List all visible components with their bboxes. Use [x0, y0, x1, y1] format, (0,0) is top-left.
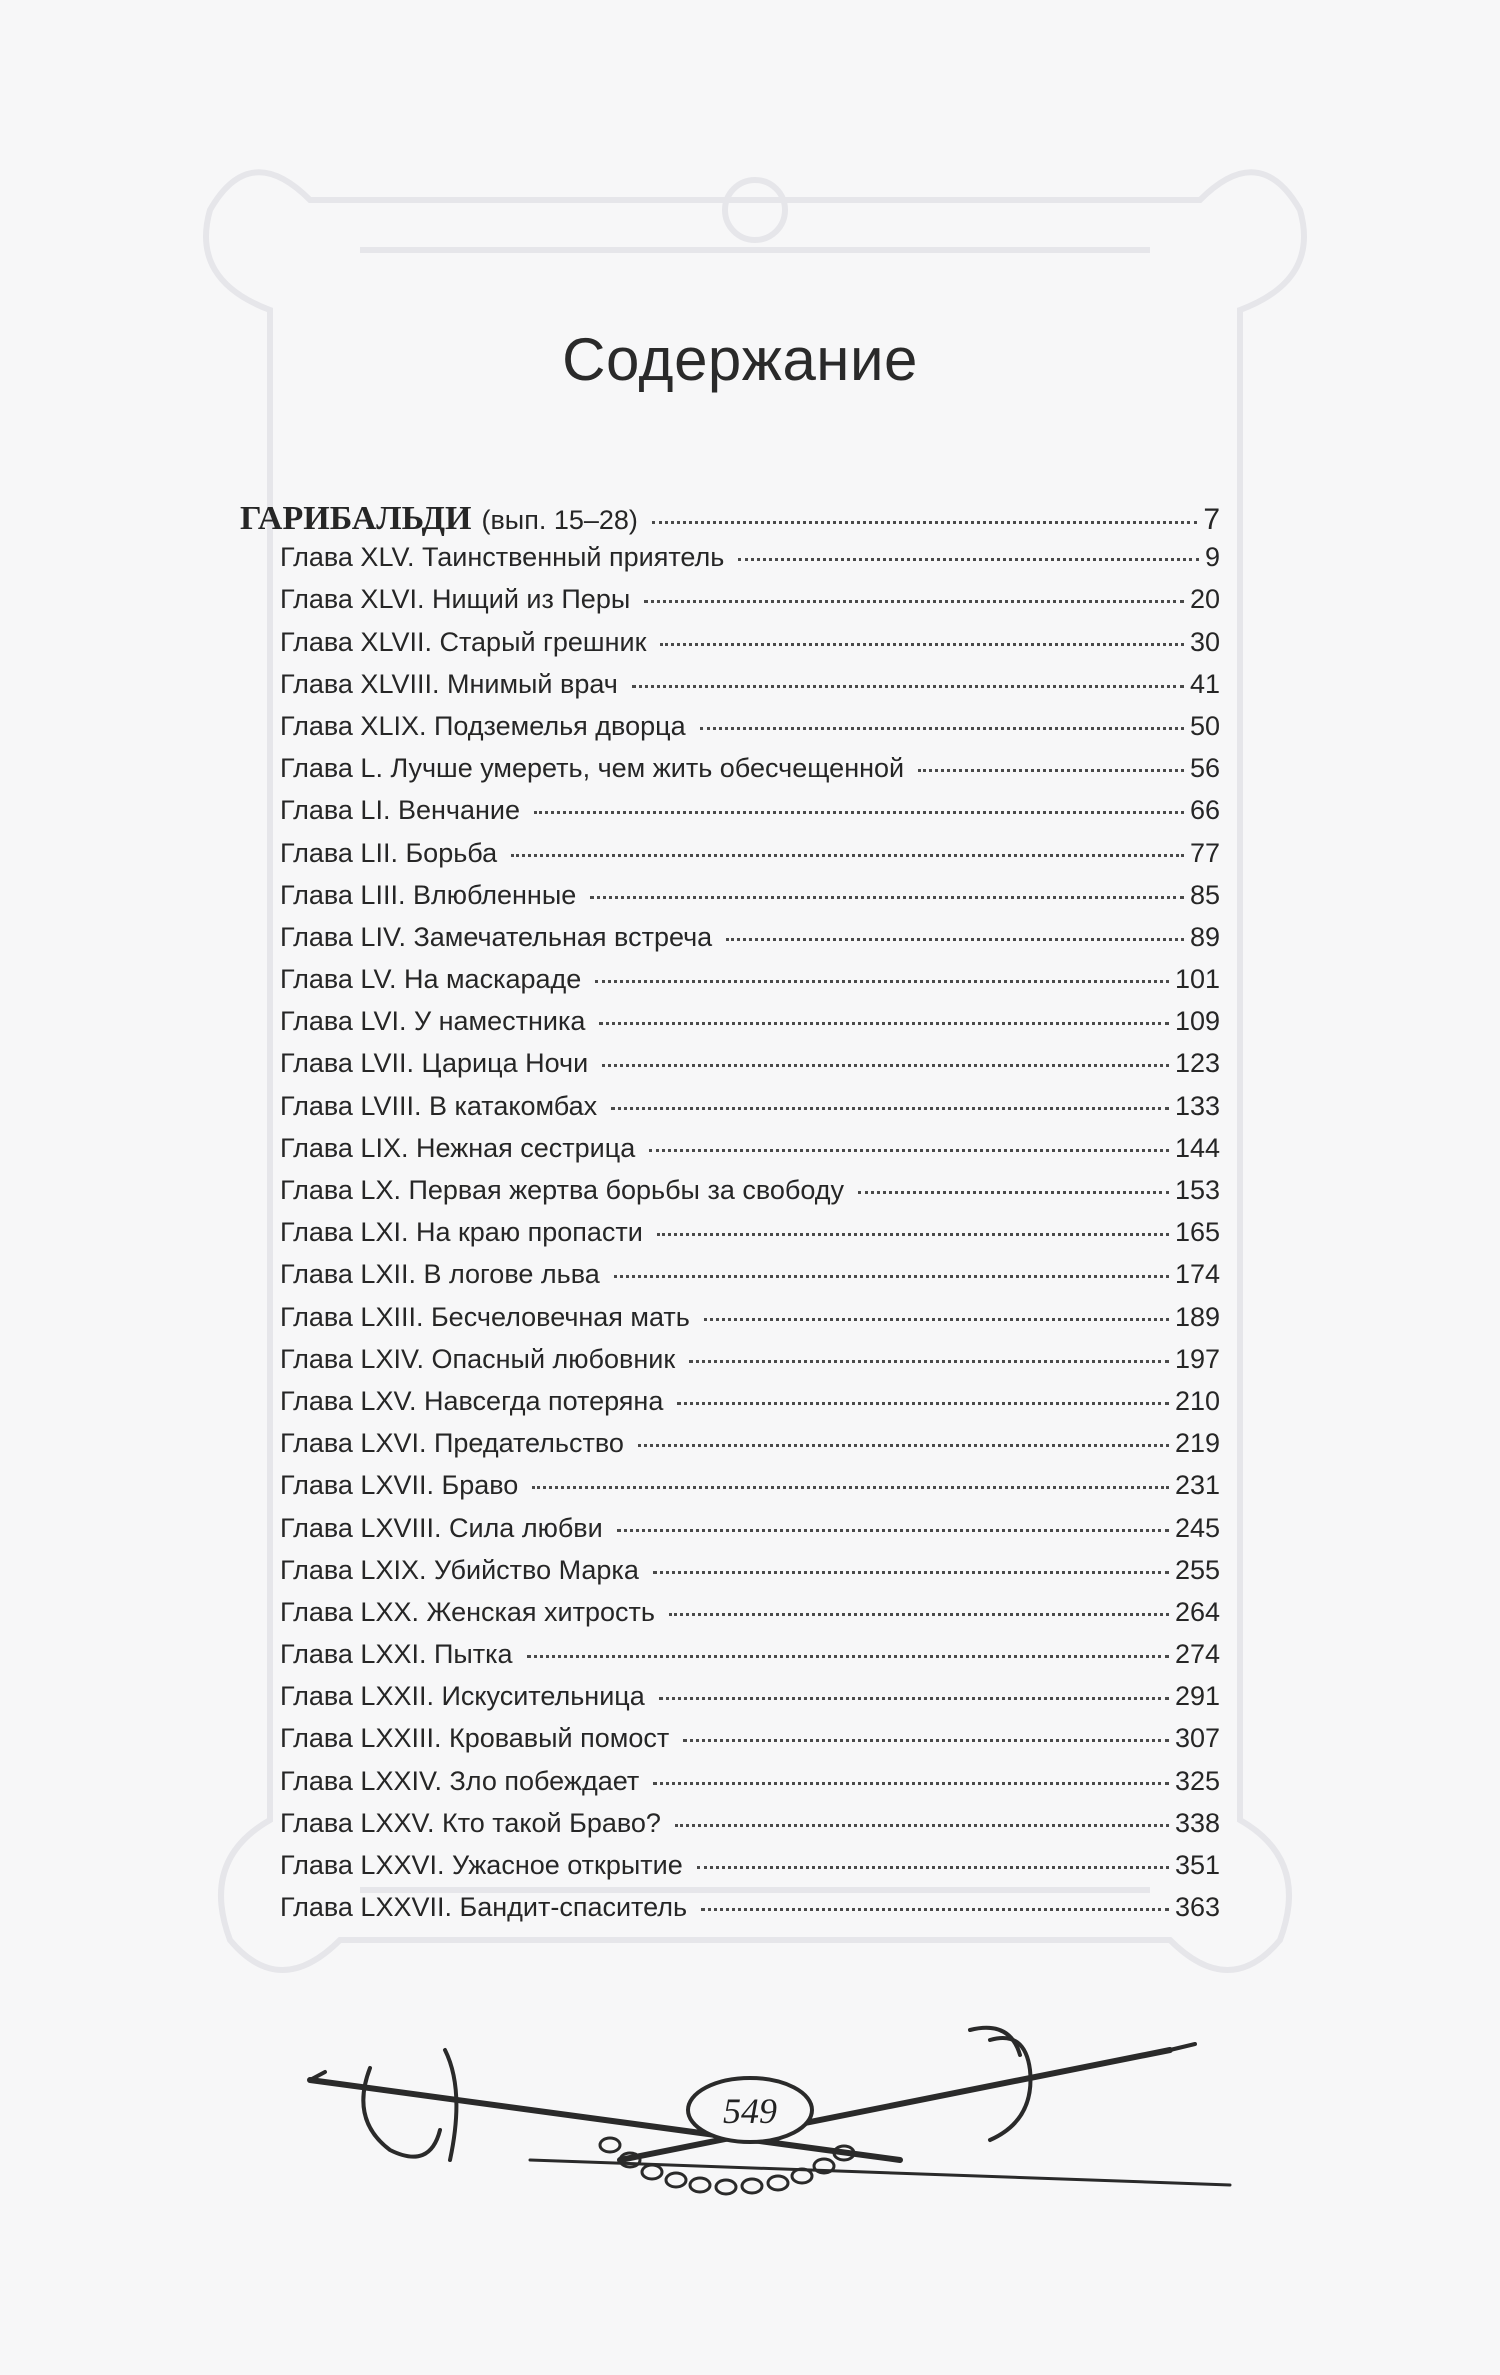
toc-page-number: 338	[1174, 1807, 1220, 1838]
dot-leader	[652, 521, 1197, 524]
toc-chapter-label: Глава XLVI. Нищий из Перы	[280, 584, 631, 615]
toc-page-number: 219	[1174, 1428, 1220, 1459]
toc-chapter-row[interactable]	[240, 1766, 1220, 1808]
dot-leader	[675, 1824, 1169, 1827]
dot-leader	[669, 1613, 1169, 1616]
toc-page-number: 9	[1204, 542, 1220, 573]
toc-chapter-label: Глава LXI. На краю пропасти	[280, 1217, 643, 1248]
dot-leader	[638, 1444, 1169, 1447]
toc-chapter-label: Глава L. Лучше умереть, чем жить обесчещенной	[280, 753, 905, 784]
toc-chapter-row[interactable]	[240, 753, 1220, 795]
toc-chapter-row[interactable]	[240, 1048, 1220, 1090]
toc-chapter-row[interactable]	[240, 1555, 1220, 1597]
toc-chapter-label: Глава LVIII. В катакомбах	[280, 1090, 598, 1121]
dot-leader	[657, 1233, 1169, 1236]
dot-leader	[677, 1402, 1169, 1405]
toc-chapter-row[interactable]	[240, 964, 1220, 1006]
toc-chapter-label: Глава LXVI. Предательство	[280, 1428, 624, 1459]
toc-chapter-label: Глава LXXII. Искусительница	[280, 1681, 645, 1712]
dot-leader	[858, 1191, 1169, 1194]
toc-page-number: 174	[1174, 1259, 1220, 1290]
dot-leader	[599, 1022, 1169, 1025]
toc-chapter-label: Глава LXIII. Бесчеловечная мать	[280, 1301, 690, 1332]
toc-page-number: 325	[1174, 1765, 1220, 1796]
toc-page-number: 245	[1174, 1512, 1220, 1543]
toc-page-number: 77	[1189, 837, 1220, 868]
toc-chapter-label: Глава LXXV. Кто такой Браво?	[280, 1807, 661, 1838]
toc-chapter-label: Глава LX. Первая жертва борьбы за свободу	[280, 1175, 845, 1205]
dot-leader	[527, 1655, 1169, 1658]
toc-page-number: 189	[1174, 1301, 1220, 1332]
crossed-swords-icon	[290, 2010, 1250, 2200]
toc-chapter-label: Глава LXVIII. Сила любви	[280, 1512, 603, 1543]
toc-page-number: 133	[1174, 1090, 1220, 1121]
dot-leader	[697, 1866, 1169, 1869]
toc-page-number: 41	[1189, 668, 1220, 699]
toc-chapter-label: Глава LXIX. Убийство Марка	[280, 1554, 639, 1585]
toc-chapter-label: Глава LVI. У наместника	[280, 1006, 586, 1037]
page-number: 549	[723, 2091, 777, 2131]
dot-leader	[660, 643, 1184, 646]
toc-chapter-row[interactable]	[240, 1470, 1220, 1512]
toc-page-number: 307	[1174, 1723, 1220, 1754]
toc-chapter-label: Глава LXIV. Опасный любовник	[280, 1343, 676, 1374]
toc-chapter-row[interactable]	[240, 1428, 1220, 1470]
toc-chapter-label: Глава LIII. Влюбленные	[280, 879, 577, 910]
toc-chapter-label: Глава XLV. Таинственный приятель	[280, 542, 725, 573]
toc-chapter-row[interactable]	[240, 795, 1220, 837]
toc-page-number: 165	[1174, 1217, 1220, 1248]
dot-leader	[683, 1739, 1169, 1742]
toc-page-number: 7	[1203, 503, 1220, 536]
toc-chapter-row[interactable]	[240, 1850, 1220, 1892]
toc-chapter-label: Глава XLVII. Старый грешник	[280, 626, 647, 657]
toc-page-number: 264	[1174, 1596, 1220, 1627]
toc-page-number: 197	[1174, 1343, 1220, 1374]
toc-page-number: 255	[1174, 1554, 1220, 1585]
toc-chapter-row[interactable]	[240, 584, 1220, 626]
toc-chapter-label: Глава LI. Венчание	[280, 795, 520, 826]
toc-chapter-row[interactable]	[240, 1006, 1220, 1048]
toc-page-number: 231	[1174, 1470, 1220, 1501]
dot-leader	[726, 938, 1184, 941]
toc-chapter-row[interactable]	[240, 1597, 1220, 1639]
toc-chapter-label: Глава LXXVI. Ужасное открытие	[280, 1850, 683, 1880]
dot-leader	[532, 1486, 1169, 1489]
toc-chapter-label: Глава LII. Борьба	[280, 837, 498, 868]
toc-chapter-row[interactable]	[240, 1344, 1220, 1386]
toc-chapter-label: Глава LV. На маскараде	[280, 964, 582, 995]
toc-chapter-row[interactable]	[240, 922, 1220, 964]
toc-chapter-row[interactable]	[240, 1386, 1220, 1428]
toc-chapter-row[interactable]	[240, 1513, 1220, 1555]
toc-page-number: 210	[1174, 1385, 1220, 1416]
toc-chapter-row[interactable]	[240, 838, 1220, 880]
toc-chapter-label: Глава LIV. Замечательная встреча	[280, 921, 713, 952]
toc-chapter-row[interactable]	[240, 1259, 1220, 1301]
toc-chapter-row[interactable]	[240, 711, 1220, 753]
toc-page-number: 351	[1174, 1850, 1220, 1880]
toc-chapter-label: Глава LXII. В логове льва	[280, 1259, 600, 1290]
toc-chapter-row[interactable]	[240, 1302, 1220, 1344]
dot-leader	[617, 1529, 1169, 1532]
toc-chapter-row[interactable]	[240, 1681, 1220, 1723]
dot-leader	[632, 685, 1184, 688]
toc-page-number: 123	[1174, 1048, 1220, 1079]
dot-leader	[918, 769, 1184, 772]
toc-page-number: 363	[1174, 1892, 1220, 1923]
toc-chapter-row[interactable]	[240, 1217, 1220, 1259]
toc-chapter-label: Глава LXX. Женская хитрость	[280, 1596, 655, 1627]
toc-page-number: 101	[1174, 964, 1220, 995]
toc-chapter-label: Глава LVII. Царица Ночи	[280, 1048, 589, 1079]
toc-chapter-label: Глава LXXIV. Зло побеждает	[280, 1765, 640, 1796]
dot-leader	[653, 1571, 1169, 1574]
section-name: ГАРИБАЛЬДИ	[240, 500, 472, 537]
toc-chapter-row[interactable]	[240, 1175, 1220, 1217]
dot-leader	[653, 1782, 1169, 1785]
dot-leader	[590, 896, 1184, 899]
dot-leader	[704, 1318, 1169, 1321]
toc-page-number: 109	[1174, 1006, 1220, 1037]
dot-leader	[602, 1064, 1169, 1067]
toc-section-row[interactable]	[240, 500, 1220, 542]
page-title: Содержание	[562, 326, 918, 393]
dot-leader	[511, 854, 1184, 857]
toc-page-number: 274	[1174, 1639, 1220, 1670]
dot-leader	[614, 1275, 1169, 1278]
toc-page-number: 89	[1189, 921, 1220, 952]
toc-page-number: 144	[1174, 1132, 1220, 1163]
toc-chapter-label: Глава LXXI. Пытка	[280, 1639, 513, 1670]
dot-leader	[611, 1107, 1169, 1110]
toc-page-number: 66	[1189, 795, 1220, 826]
dot-leader	[659, 1697, 1169, 1700]
toc-chapter-row[interactable]	[240, 880, 1220, 922]
toc-chapter-row[interactable]	[240, 542, 1220, 584]
toc-chapter-row[interactable]	[240, 1808, 1220, 1850]
dot-leader	[649, 1149, 1169, 1152]
toc-chapter-row[interactable]	[240, 1892, 1220, 1934]
toc-chapter-row[interactable]	[240, 1723, 1220, 1765]
toc-page-number: 20	[1189, 584, 1220, 615]
toc-section-label	[240, 500, 638, 538]
toc-chapter-label: Глава XLVIII. Мнимый врач	[280, 668, 618, 699]
dot-leader	[700, 727, 1184, 730]
toc-chapter-label: Глава LXXVII. Бандит-спаситель	[280, 1892, 688, 1923]
toc-page-number: 30	[1189, 626, 1220, 657]
toc-chapter-label: Глава LXVII. Браво	[280, 1470, 519, 1501]
toc-page-number: 50	[1189, 710, 1220, 741]
toc-chapter-label: Глава LXV. Навсегда потеряна	[280, 1385, 664, 1416]
toc-chapter-row[interactable]	[240, 1639, 1220, 1681]
toc-page-number: 85	[1189, 879, 1220, 910]
dot-leader	[701, 1908, 1169, 1911]
dot-leader	[595, 980, 1169, 983]
toc-chapter-row[interactable]	[240, 627, 1220, 669]
toc-chapter-row[interactable]	[240, 1091, 1220, 1133]
dot-leader	[534, 811, 1184, 814]
toc-chapter-label: Глава XLIX. Подземелья дворца	[280, 710, 686, 741]
toc-chapter-row[interactable]	[240, 669, 1220, 711]
dot-leader	[644, 600, 1184, 603]
toc-chapter-label: Глава LXXIII. Кровавый помост	[280, 1723, 670, 1754]
toc-chapter-row[interactable]	[240, 1133, 1220, 1175]
table-of-contents	[240, 500, 1220, 1934]
section-subtitle: (вып. 15–28)	[481, 505, 638, 535]
toc-page-number: 56	[1189, 753, 1220, 784]
toc-page-number: 291	[1174, 1681, 1220, 1712]
toc-chapter-label: Глава LIX. Нежная сестрица	[280, 1132, 636, 1163]
toc-page-number: 153	[1174, 1175, 1220, 1205]
dot-leader	[689, 1360, 1169, 1363]
dot-leader	[738, 558, 1199, 561]
